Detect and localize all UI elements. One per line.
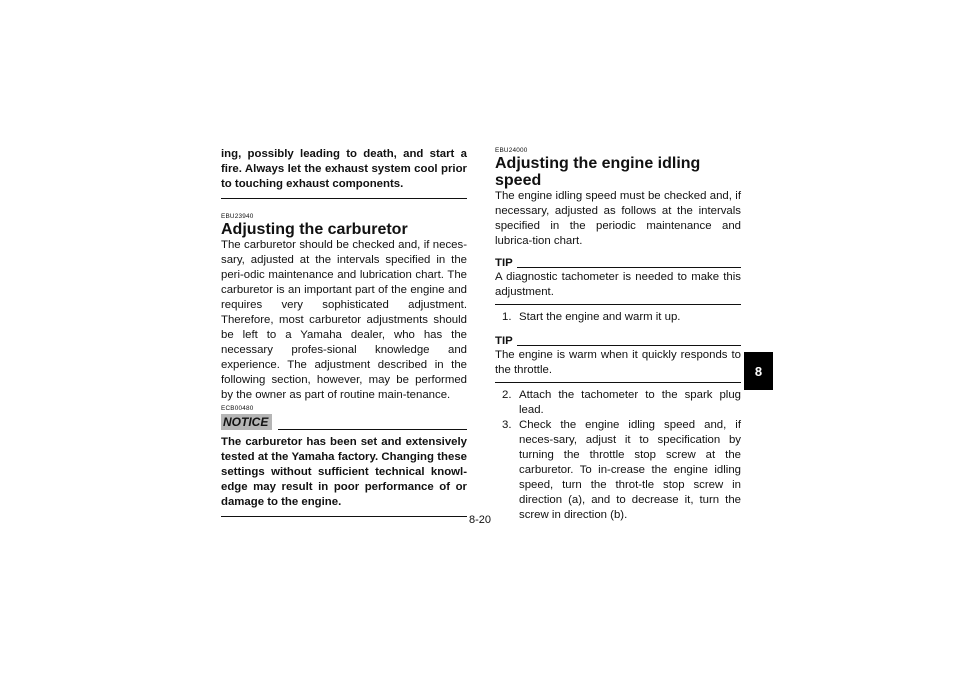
- list-item: [495, 388, 741, 418]
- carburetor-heading: Adjusting the carburetor: [221, 221, 408, 238]
- warning-end-rule: [221, 198, 467, 199]
- chapter-tab: 8: [744, 352, 773, 390]
- tip-2-body: The engine is warm when it quickly responds to the throttle.: [495, 349, 741, 376]
- carburetor-section-code: EBU23940: [221, 213, 254, 220]
- steps-list-a: [495, 310, 741, 325]
- step-number: 2.: [502, 389, 512, 401]
- step-text: Start the engine and warm it up.: [519, 311, 681, 323]
- notice-code: ECB00480: [221, 405, 254, 412]
- step-text: Check the engine idling speed and, if neces-sary, adjust it to specification by turning the throttle stop screw at the carburetor. To in-crease the engine idling speed, turn the throt-tle stop screw in direction (a), and to decrease it, turn the screw in direction (b).: [519, 419, 741, 521]
- step-text: Attach the tachometer to the spark plug lead.: [519, 389, 741, 416]
- right-column: [495, 147, 741, 523]
- step-number: 3.: [502, 419, 512, 431]
- list-item: [495, 418, 741, 523]
- exhaust-warning-continuation: ing, possibly leading to death, and start a fire. Always let the exhaust system cool prior to touching exhaust components.: [221, 148, 467, 190]
- tip-1-header: [495, 256, 741, 270]
- tip-2-end-rule: [495, 382, 741, 383]
- tip-1-body: A diagnostic tachometer is needed to make this adjustment.: [495, 271, 741, 298]
- idle-section-code: EBU24000: [495, 147, 528, 154]
- carburetor-body: The carburetor should be checked and, if neces-sary, adjusted at the intervals specified in the peri-odic maintenance and lubrication chart. The carburetor is an important part of the engine and requires very sophisticated adjustment. Therefore, most carburetor adjustments should be left to a Yamaha dealer, who has the necessary profes-sional knowledge and experience. The adjustment described in the following section, however, may be performed by the owner as part of routine main-tenance.: [221, 239, 467, 401]
- tip-1-end-rule: [495, 304, 741, 305]
- list-item: [495, 310, 741, 325]
- steps-list-b: [495, 388, 741, 523]
- tip-2-label: TIP: [495, 335, 513, 347]
- notice-badge: NOTICE: [221, 414, 272, 430]
- idle-heading: Adjusting the engine idling speed: [495, 155, 701, 189]
- tip-1-label: TIP: [495, 257, 513, 269]
- notice-header-rule: [278, 429, 467, 430]
- notice-header: [221, 414, 467, 430]
- tip-2-header: [495, 334, 741, 348]
- left-column: [221, 147, 467, 517]
- step-number: 1.: [502, 311, 512, 323]
- notice-body: The carburetor has been set and extensively tested at the Yamaha factory. Changing these settings without sufficient technical knowl-edge may result in poor performance of or damage to the engine.: [221, 436, 467, 508]
- tip-2-header-rule: [517, 345, 741, 346]
- idle-body: The engine idling speed must be checked and, if necessary, adjusted as follows at the intervals specified in the periodic maintenance and lubrica-tion chart.: [495, 190, 741, 247]
- tip-1-header-rule: [517, 267, 741, 268]
- page-number: 8-20: [468, 514, 492, 526]
